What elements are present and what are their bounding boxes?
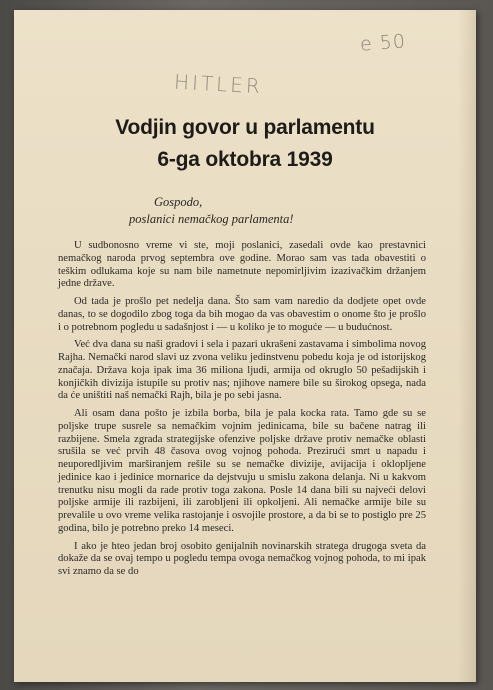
paragraph: Od tada je prošlo pet nedelja dana. Što sam vam naredio da dodjete opet ovde danas, to se dogodilo zbog toga da bih mogao da vas obavestim o onome što je prošlo i o potrebnom pogledu u sadašnjost i — u koliko je to moguće — u budućnost. (58, 296, 426, 333)
paragraph: Već dva dana su naši gradovi i sela i pazari ukrašeni zastavama i simbolima novog Rajha. Nemački narod slavi uz zvona veliku jedinstvenu pobedu koja je od istorijskog značaja. Država koja ipak ima 36 miliona ljudi, armija od okruglo 50 pešadijskih i konjičkih divizija istupile su protiv nas; njihove namere bile su širokog opsega, nada da će uništiti naš nemački Rajh, bila je po sebi jasna. (58, 339, 426, 402)
handwritten-name-note: HITLER (173, 69, 264, 99)
paragraph: I ako je hteo jedan broj osobito genijalnih novinarskih stratega drugoga sveta da dokaže da se ovaj tempo u pogledu tempa ovoga nemačkog vojnog pohoda, to mi ipak svi znamo da se do (58, 540, 426, 577)
document-subtitle: 6-ga oktobra 1939 (157, 148, 333, 171)
document-body (58, 240, 426, 584)
paragraph: U sudbonosno vreme vi ste, moji poslanici, zasedali ovde kao prestavnici nemačkog naroda prvog septembra ove godine. Morao sam vas tada obavestiti o teškim odlukama koje su nam bile nametnute nepomirljivim izazivačkim držanjem jedne države. (58, 240, 426, 290)
document-title: Vodjin govor u parlamentu (115, 116, 375, 139)
document-page (14, 10, 476, 682)
salutation-line-1: Gospodo, (154, 195, 203, 209)
paragraph: Ali osam dana pošto je izbila borba, bila je pala kocka rata. Tamo gde su se poljske trupe susrele sa nemačkim vojnim jedinicama, bile su bačene natrag ili razbijene. Smela zgrada strategijske ofenzive poljske države protiv nemačke oblasti srušila se već prvih 48 časova ovog vojnog pohoda. Prezirući smrt u napadu i neuporedljivim marširanjem rešile su se nemačke divizije, avijacija i oklopljene jedinice kao i jedinice mornarice da dejstvuju u smislu zakona delanja. Ni u kakvom trenutku nisu mogli da rade protiv toga zakona. Posle 14 dana bili su najveći delovi poljske armije ili razbijeni, ili zarobljeni ili opkoljeni. Ali nemačke armije bile su prevalile u ovo vreme velika rastojanje i osvojile prostore, a da bi se to postiglo pre 25 godina, bilo je potrebno preko 14 meseci. (58, 408, 426, 534)
salutation-line-2: poslanici nemačkog parlamenta! (129, 212, 294, 226)
handwritten-corner-note: e 50 (359, 30, 407, 56)
